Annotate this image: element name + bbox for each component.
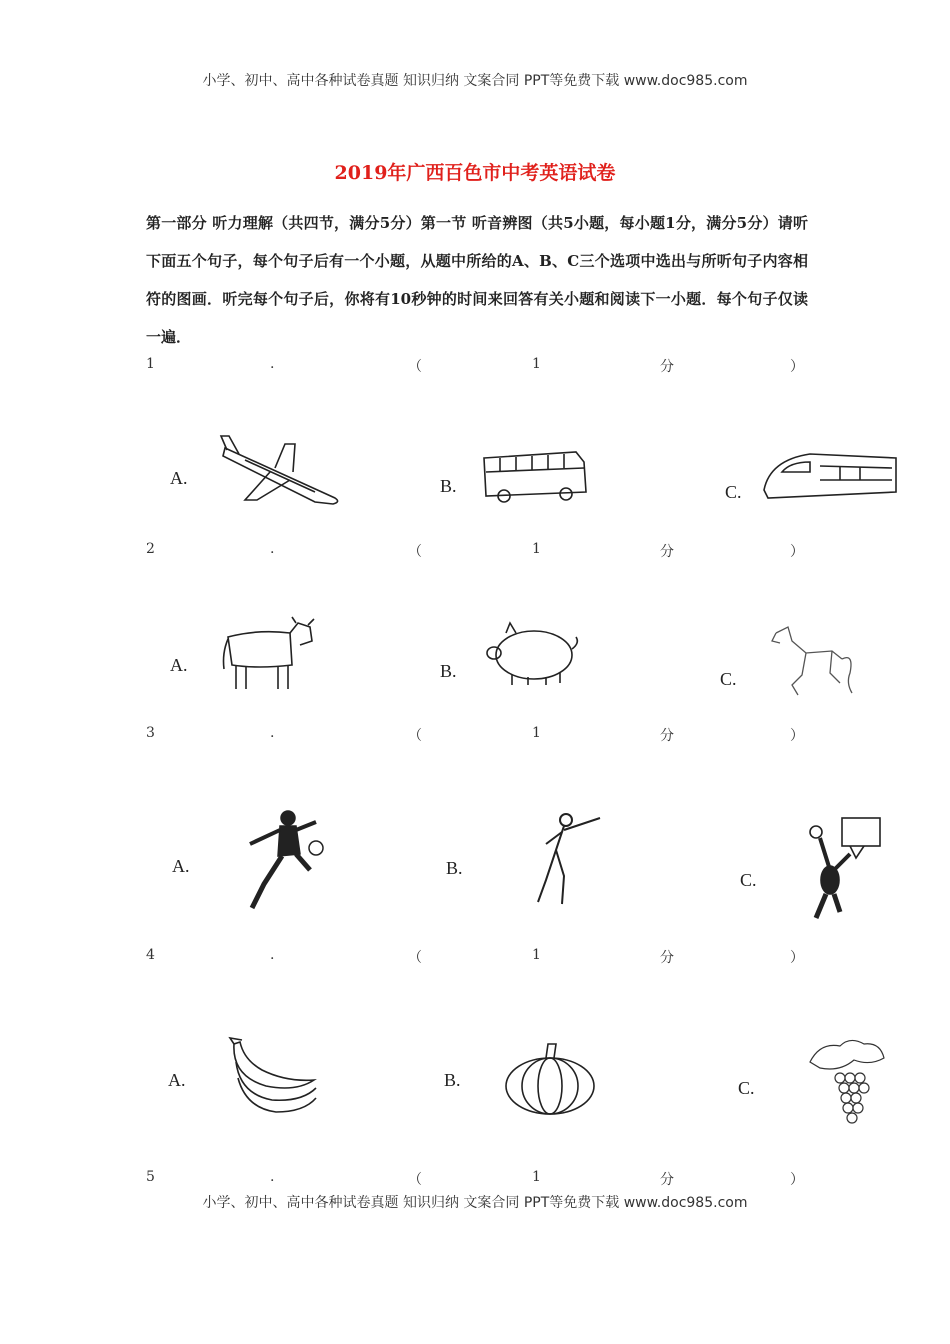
question-number: 4 bbox=[146, 947, 155, 963]
left-paren: （ bbox=[408, 359, 422, 375]
left-paren: （ bbox=[408, 544, 422, 560]
right-paren: ） bbox=[790, 950, 804, 966]
right-paren: ） bbox=[790, 728, 804, 744]
bananas-icon bbox=[226, 1036, 322, 1116]
pumpkin-icon bbox=[500, 1040, 600, 1120]
question-1-options bbox=[160, 420, 900, 520]
question-score: 1 bbox=[532, 1169, 541, 1185]
bus-icon bbox=[480, 448, 590, 508]
option-label: A. bbox=[172, 856, 190, 876]
option-label: C. bbox=[725, 482, 742, 502]
option-label: A. bbox=[170, 468, 188, 488]
score-unit: 分 bbox=[660, 950, 674, 966]
score-unit: 分 bbox=[660, 728, 674, 744]
cow-icon bbox=[218, 613, 318, 693]
question-number: 3 bbox=[146, 725, 155, 741]
horse-icon bbox=[766, 623, 856, 703]
question-number: 2 bbox=[146, 541, 155, 557]
speed-skater-icon bbox=[510, 810, 610, 910]
option-label: C. bbox=[738, 1078, 755, 1098]
question-score: 1 bbox=[532, 541, 541, 557]
score-unit: 分 bbox=[660, 359, 674, 375]
question-1-line bbox=[146, 356, 804, 376]
grapes-icon bbox=[800, 1032, 890, 1132]
question-4-options bbox=[160, 1030, 900, 1140]
right-paren: ） bbox=[790, 1172, 804, 1188]
score-unit: 分 bbox=[660, 1172, 674, 1188]
train-icon bbox=[760, 440, 900, 510]
question-score: 1 bbox=[532, 725, 541, 741]
question-2-line bbox=[146, 541, 804, 561]
option-label: A. bbox=[170, 655, 188, 675]
question-score: 1 bbox=[532, 356, 541, 372]
question-dot: . bbox=[270, 541, 275, 557]
page-footer: 小学、初中、高中各种试卷真题 知识归纳 文案合同 PPT等免费下载 www.doc985.com bbox=[202, 1195, 748, 1211]
question-3-options bbox=[160, 800, 900, 930]
right-paren: ） bbox=[790, 359, 804, 375]
page-title: 2019年广西百色市中考英语试卷 bbox=[334, 162, 616, 184]
left-paren: （ bbox=[408, 728, 422, 744]
option-label: B. bbox=[440, 476, 457, 496]
question-4-line bbox=[146, 947, 804, 967]
question-dot: . bbox=[270, 1169, 275, 1185]
option-label: B. bbox=[444, 1070, 461, 1090]
right-paren: ） bbox=[790, 544, 804, 560]
question-dot: . bbox=[270, 947, 275, 963]
question-5-line bbox=[146, 1169, 804, 1189]
page-header: 小学、初中、高中各种试卷真题 知识归纳 文案合同 PPT等免费下载 www.doc985.com bbox=[202, 73, 748, 89]
question-number: 5 bbox=[146, 1169, 155, 1185]
left-paren: （ bbox=[408, 950, 422, 966]
option-label: C. bbox=[740, 870, 757, 890]
option-label: A. bbox=[168, 1070, 186, 1090]
question-number: 1 bbox=[146, 356, 155, 372]
left-paren: （ bbox=[408, 1172, 422, 1188]
section-instructions: 第一部分 听力理解（共四节，满分5分）第一节 听音辨图（共5小题，每小题1分，满分5分）请听下面五个句子，每个句子后有一个小题，从题中所给的A、B、C三个选项中选出与所听句子内容相符的图画．听完每个句子后，你将有10秒钟的时间来回答有关小题和阅读下一小题．每个句子仅读一遍． bbox=[146, 214, 808, 346]
soccer-player-icon bbox=[240, 808, 330, 918]
score-unit: 分 bbox=[660, 544, 674, 560]
option-label: B. bbox=[446, 858, 463, 878]
question-2-options bbox=[160, 605, 900, 705]
basketball-player-icon bbox=[800, 814, 890, 924]
question-dot: . bbox=[270, 725, 275, 741]
airplane-icon bbox=[215, 430, 345, 510]
option-label: B. bbox=[440, 661, 457, 681]
question-score: 1 bbox=[532, 947, 541, 963]
question-dot: . bbox=[270, 356, 275, 372]
question-3-line bbox=[146, 725, 804, 745]
pig-icon bbox=[484, 619, 584, 689]
option-label: C. bbox=[720, 669, 737, 689]
